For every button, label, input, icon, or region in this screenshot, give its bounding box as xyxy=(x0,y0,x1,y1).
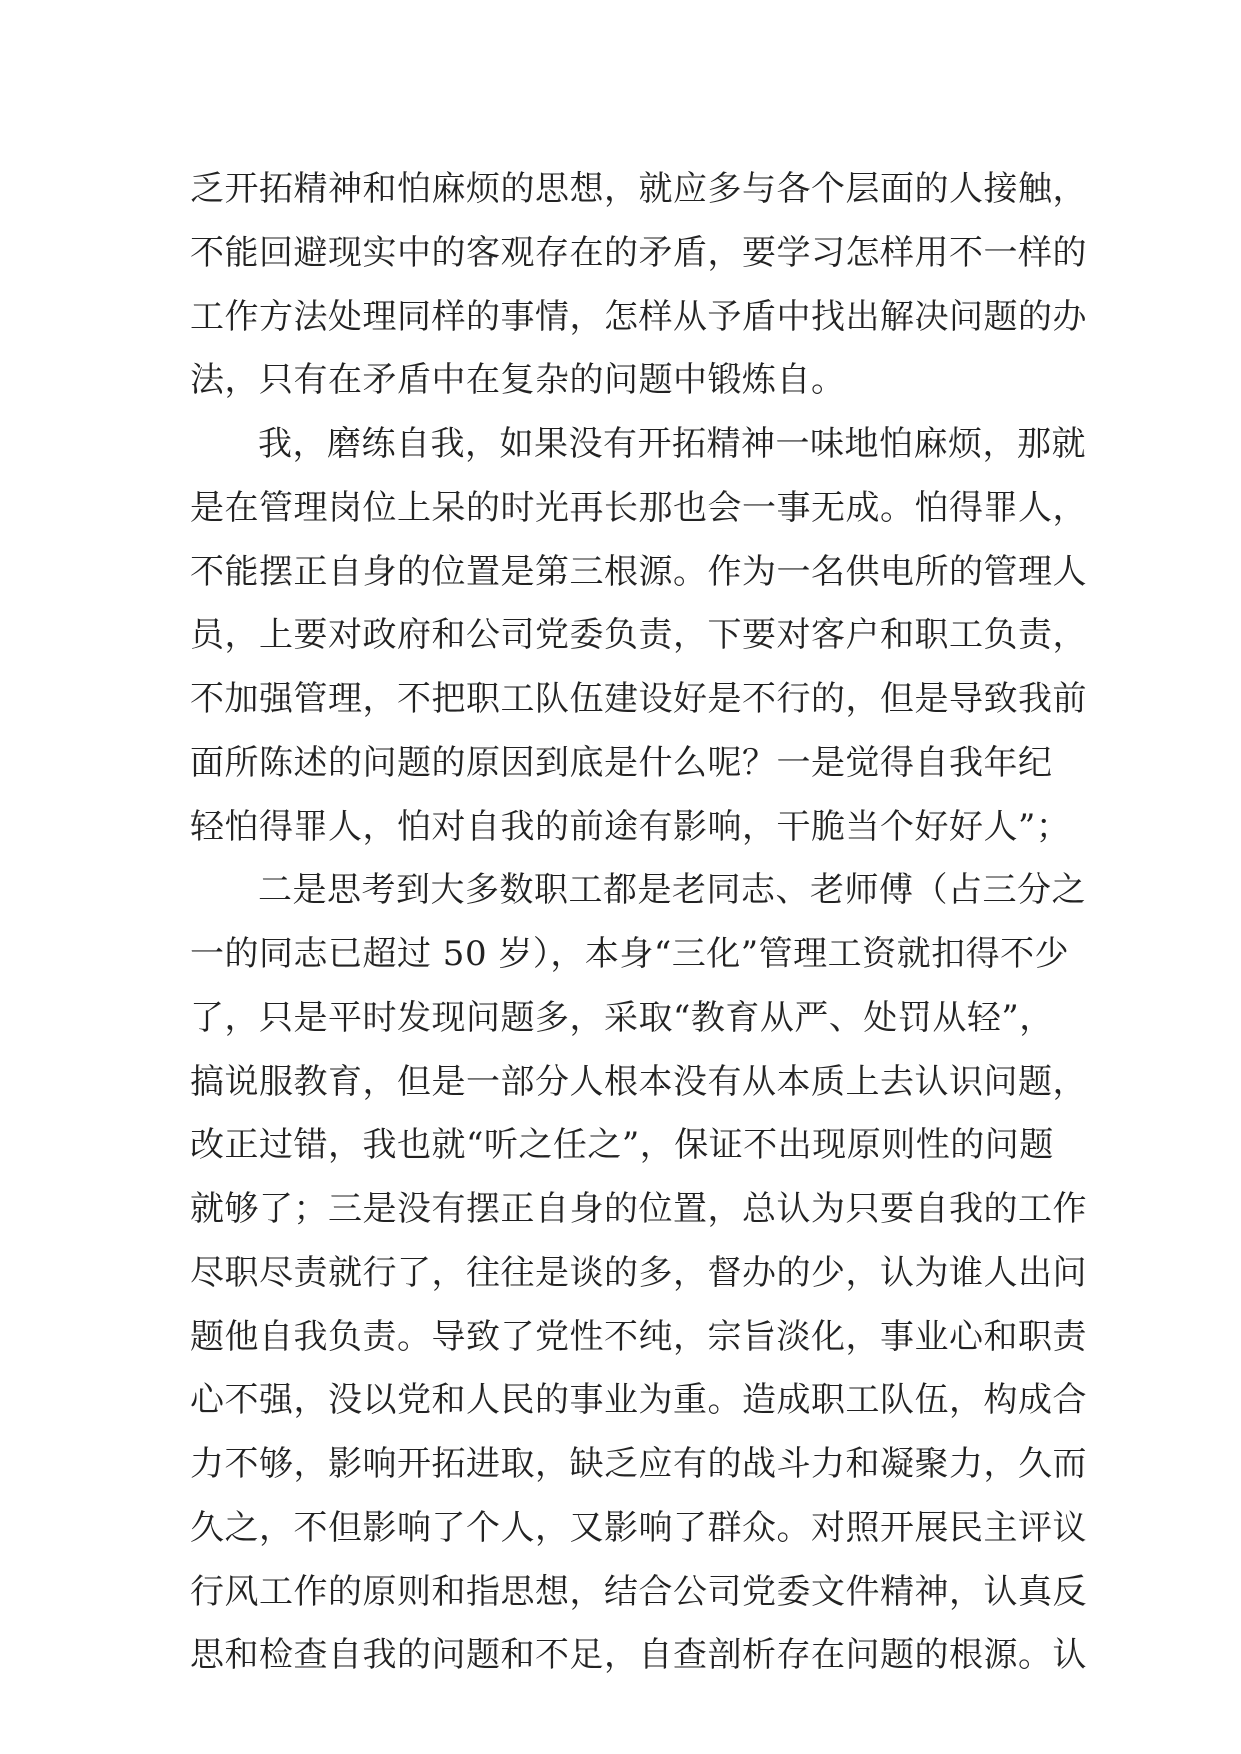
text-line: 尽职尽责就行了，往往是谈的多，督办的少，认为谁人出问 xyxy=(190,1252,1087,1293)
text-line: 力不够，影响开拓进取，缺乏应有的战斗力和凝聚力，久而 xyxy=(190,1444,1087,1484)
text-line: 法，只有在矛盾中在复杂的问题中锻炼自。 xyxy=(190,360,846,401)
text-line: 搞说服教育，但是一部分人根本没有从本质上去认识问题， xyxy=(190,1061,1087,1102)
text-line: 面所陈述的问题的原因到底是什么呢？一是觉得自我年纪 xyxy=(190,742,1053,783)
text-line: 不能回避现实中的客观存在的矛盾，要学习怎样用不一样的 xyxy=(190,232,1087,273)
text-line: 员，上要对政府和公司党委负责，下要对客户和职工负责， xyxy=(190,615,1087,656)
text-line: 了，只是平时发现问题多，采取“教育从严、处罚从轻”， xyxy=(190,997,1054,1038)
paragraph-first-line: 二是思考到大多数职工都是老同志、老师傅（占三分之 xyxy=(258,870,1086,911)
text-line: 久之，不但影响了个人，又影响了群众。对照开展民主评议 xyxy=(190,1507,1087,1548)
text-line: 不加强管理，不把职工队伍建设好是不行的，但是导致我前 xyxy=(190,679,1087,719)
text-line: 改正过错，我也就“听之任之”，保证不出现原则性的问题 xyxy=(190,1125,1054,1166)
text-line: 心不强，没以党和人民的事业为重。造成职工队伍，构成合 xyxy=(190,1380,1087,1421)
text-line: 是在管理岗位上呆的时光再长那也会一事无成。怕得罪人， xyxy=(190,487,1087,528)
paragraph-first-line: 我，磨练自我，如果没有开拓精神一味地怕麻烦，那就 xyxy=(258,424,1086,464)
text-line: 就够了；三是没有摆正自身的位置，总认为只要自我的工作 xyxy=(190,1189,1087,1229)
text-line: 工作方法处理同样的事情，怎样从予盾中找出解决问题的办 xyxy=(190,296,1087,337)
text-line: 行风工作的原则和指思想，结合公司党委文件精神，认真反 xyxy=(190,1571,1087,1612)
text-line: 乏开拓精神和怕麻烦的思想，就应多与各个层面的人接触， xyxy=(190,169,1087,209)
text-line: 不能摆正自身的位置是第三根源。作为一名供电所的管理人 xyxy=(190,551,1087,592)
body-text xyxy=(190,158,1087,1688)
text-line: 轻怕得罪人，怕对自我的前途有影响，干脆当个好好人”； xyxy=(190,806,1071,847)
text-line: 题他自我负责。导致了党性不纯，宗旨淡化，事业心和职责 xyxy=(190,1316,1087,1357)
text-line: 思和检查自我的问题和不足，自查剖析存在问题的根源。认 xyxy=(190,1635,1087,1676)
text-line: 一的同志已超过 50 岁），本身“三化”管理工资就扣得不少 xyxy=(190,934,1070,974)
